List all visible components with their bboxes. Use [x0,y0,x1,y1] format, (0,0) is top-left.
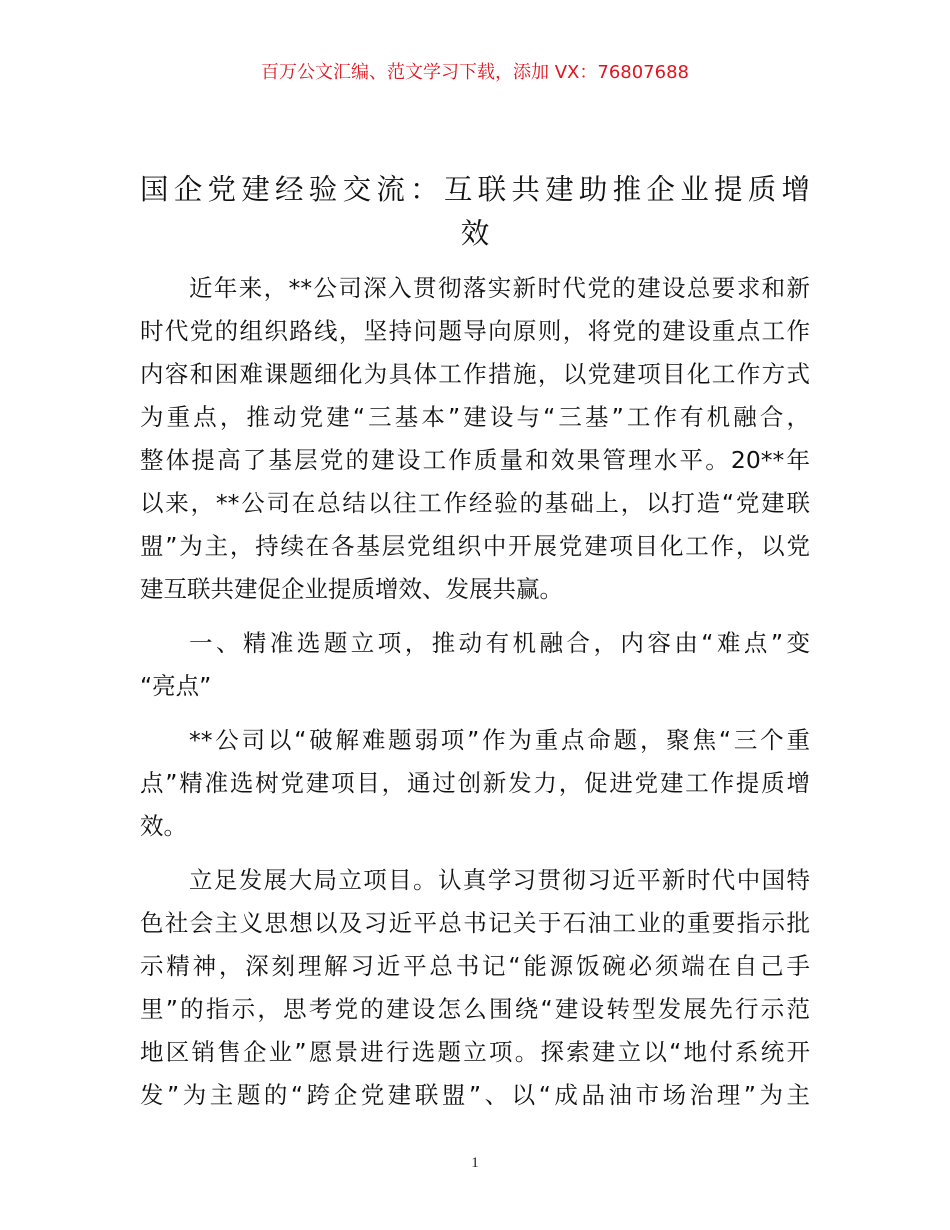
paragraph-intro [140,267,810,611]
paragraph-section-summary [140,719,810,848]
text-line: 整体提高了基层党的建设工作质量和效果管理水平。20**年 [140,446,810,474]
text-line: 时代党的组织路线，坚持问题导向原则，将党的建设重点工作 [140,317,810,345]
text-line: 效。 [140,812,187,840]
paragraph-project-selection [140,859,810,1117]
text-line: 一、精准选题立项，推动有机融合，内容由“难点”变 [189,629,810,657]
text-line: 内容和困难课题细化为具体工作措施，以党建项目化工作方式 [140,360,810,388]
text-line: 以来，**公司在总结以往工作经验的基础上，以打造“党建联 [140,489,810,517]
title-line: 国企党建经验交流：互联共建助推企业提质增 [140,173,810,206]
text-line: 里”的指示，思考党的建设怎么围绕“建设转型发展先行示范 [140,995,810,1023]
text-line: **公司以“破解难题弱项”作为重点命题，聚焦“三个重 [189,726,810,754]
text-line: 立足发展大局立项目。认真学习贯彻习近平新时代中国特 [189,866,810,894]
text-line: 点”精准选树党建项目，通过创新发力，促进党建工作提质增 [140,769,810,797]
title-line: 效 [460,217,490,250]
watermark-header: 百万公文汇编、范文学习下载，添加 VX：76807688 [261,62,689,83]
text-line: 色社会主义思想以及习近平总书记关于石油工业的重要指示批 [140,909,810,937]
text-line: 示精神，深刻理解习近平总书记“能源饭碗必须端在自己手 [140,952,810,980]
document-body [140,267,810,1117]
text-line: 为重点，推动党建“三基本”建设与“三基”工作有机融合， [140,403,810,431]
text-line: 建互联共建促企业提质增效、发展共赢。 [140,575,563,603]
text-line: 盟”为主，持续在各基层党组织中开展党建项目化工作，以党 [140,532,810,560]
page-number: 1 [471,1155,479,1171]
paragraph-section-heading [140,622,810,708]
text-line: 地区销售企业”愿景进行选题立项。探索建立以“地付系统开 [140,1038,810,1066]
text-line: 近年来，**公司深入贯彻落实新时代党的建设总要求和新 [189,274,810,302]
text-line: “亮点” [140,672,212,700]
text-line: 发”为主题的“跨企党建联盟”、以“成品油市场治理”为主 [140,1081,810,1109]
document-title [140,168,810,256]
